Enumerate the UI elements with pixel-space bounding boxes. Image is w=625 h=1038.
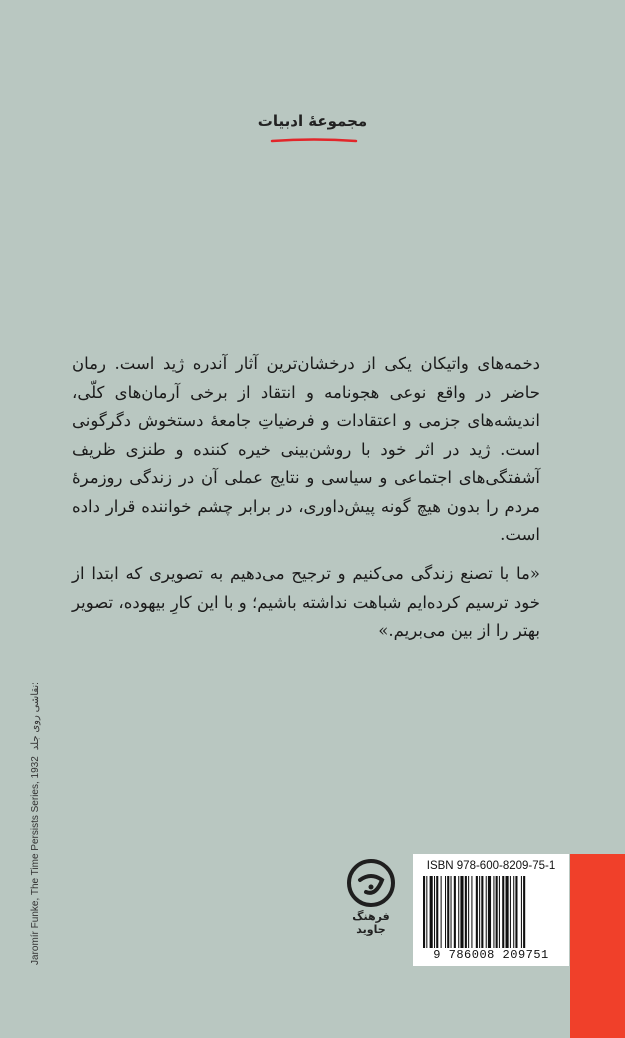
publisher-logo-icon [346, 858, 396, 908]
cover-credit-english: Jaromír Funke, The Time Persists Series, 1932 [30, 756, 41, 965]
cover-credit [30, 682, 50, 965]
publisher-name: فرهنگ جاوید [352, 910, 390, 936]
series-underline [270, 138, 358, 143]
cover-credit-persian: نقاشی روی جلد: [30, 682, 41, 751]
series-title: مجموعهٔ ادبیات [257, 112, 368, 130]
isbn-text: ISBN 978-600-8209-75-1 [426, 860, 556, 872]
barcode-box [413, 854, 569, 966]
red-accent-strip [570, 854, 625, 1038]
blurb-quote: «ما با تصنع زندگی می‌کنیم و ترجیح می‌دهیم به تصویری که ابتدا از خود ترسیم کرده‌ایم شباهت نداشته باشیم؛ و با این کارِ بیهوده، تصویر بهتر را از بین می‌بریم.» [72, 564, 540, 640]
blurb-paragraph-1: دخمه‌های واتیکان یکی از درخشان‌ترین آثار آندره ژید است. رمان حاضر در واقع نوعی هجونامه و انتقاد از برخی آرمان‌های کلّی، اندیشه‌های جزمی و اعتقادات و فرضیاتِ جامعهٔ دستخوش دگرگونی است. ژید در اثر خود با روشن‌بینی خیره کننده و طنزی ظریف آشفتگی‌های اجتماعی و سیاسی و نتایج عملی آن در زندگی روزمرهٔ مردم را بدون هیچ گونه پیش‌داوری، در برابر چشم خواننده قرار داده است. [72, 354, 540, 544]
barcode-bars [423, 876, 563, 948]
publisher-block [336, 858, 406, 968]
barcode-digits: 9 786008 209751 [433, 948, 549, 962]
